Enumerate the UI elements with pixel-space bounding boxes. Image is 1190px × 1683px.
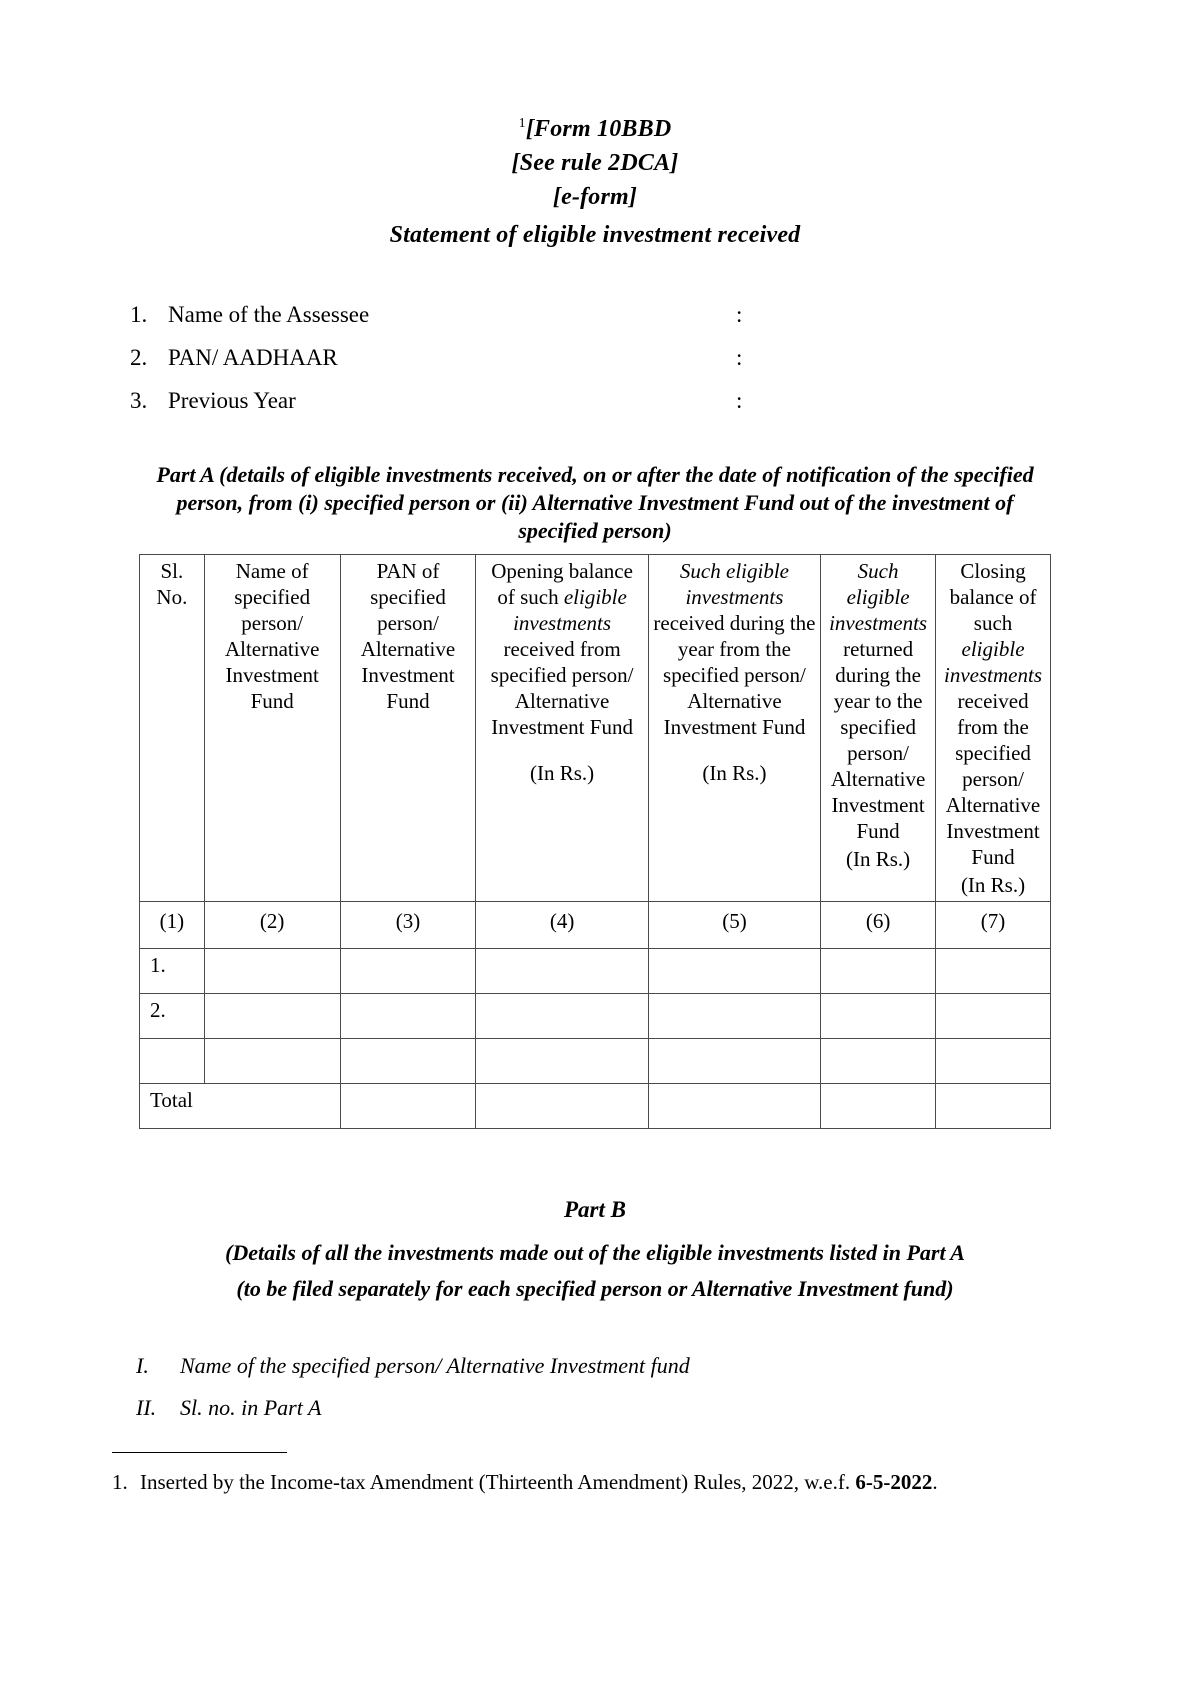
column-number-7: (7) (936, 902, 1051, 949)
part-b-item-number: II. (136, 1395, 157, 1420)
column-header-unit: (In Rs.) (960, 873, 1026, 897)
row-cell-closing-balance[interactable] (936, 1039, 1051, 1084)
field-colon: : (736, 345, 743, 370)
part-a-table (139, 554, 1051, 1129)
part-a-caption-line-2: person, from (i) specified person or (ii) Alternative Investment Fund out of the investment of (176, 490, 1014, 515)
column-header-returned-during-year (821, 555, 936, 902)
row-cell-pan[interactable] (340, 1039, 476, 1084)
column-header-unit: (In Rs.) (702, 761, 767, 785)
row-serial-number (140, 1039, 205, 1084)
row-serial-number: 2. (140, 994, 205, 1039)
row-serial-number: 1. (140, 949, 205, 994)
row-cell-returned[interactable] (821, 994, 936, 1039)
column-number-3: (3) (340, 902, 476, 949)
field-colon: : (736, 388, 743, 413)
column-header-text-italic: Such eligible investments (679, 559, 789, 609)
row-cell-name[interactable] (204, 949, 340, 994)
row-cell-closing-balance[interactable] (936, 949, 1051, 994)
total-label: Total (140, 1084, 341, 1129)
column-header-text-italic: eligible investments (944, 637, 1043, 687)
footnote-marker: 1 (518, 116, 526, 131)
column-header-text-part: returned during the year to the specified person/ Alternative Investment Fund (830, 637, 926, 843)
part-b-caption (145, 1235, 1045, 1307)
table-row (140, 1039, 1051, 1084)
row-cell-returned[interactable] (821, 949, 936, 994)
total-cell-pan[interactable] (340, 1084, 476, 1129)
row-cell-closing-balance[interactable] (936, 994, 1051, 1039)
row-cell-opening-balance[interactable] (476, 949, 648, 994)
column-number-2: (2) (204, 902, 340, 949)
column-number-1: (1) (140, 902, 205, 949)
part-b-caption-line-2: (to be filed separately for each specified person or Alternative Investment fund) (236, 1276, 954, 1301)
field-row-name-of-assessee (130, 298, 750, 331)
column-header-text-part: Opening balance of such (491, 559, 633, 609)
row-cell-pan[interactable] (340, 994, 476, 1039)
form-title: [Form 10BBD (525, 116, 672, 142)
row-cell-received[interactable] (648, 949, 820, 994)
part-a-caption (155, 461, 1035, 545)
column-header-received-during-year (648, 555, 820, 902)
part-b-caption-line-1: (Details of all the investments made out of the eligible investments listed in Part A (225, 1240, 965, 1265)
row-cell-name[interactable] (204, 1039, 340, 1084)
total-cell-closing-balance[interactable] (936, 1084, 1051, 1129)
eform-line: [e-form] (552, 184, 638, 210)
part-b-title: Part B (564, 1197, 626, 1222)
column-header-pan-of-specified-person (340, 555, 476, 902)
field-label: PAN/ AADHAAR (168, 345, 338, 370)
row-cell-received[interactable] (648, 994, 820, 1039)
table-total-row (140, 1084, 1051, 1129)
part-a-caption-line-3: specified person) (518, 518, 672, 543)
part-b-item-number: I. (136, 1353, 149, 1378)
column-header-text: PAN of specified person/ Alternative Investment Fund (360, 559, 456, 713)
row-cell-received[interactable] (648, 1039, 820, 1084)
field-label: Previous Year (168, 388, 296, 413)
column-header-text: Sl. No. (156, 559, 188, 609)
column-header-closing-balance (936, 555, 1051, 902)
field-number: 3. (130, 388, 148, 413)
column-number-4: (4) (476, 902, 648, 949)
column-header-text-part: received from the specified person/ Alternative Investment Fund (945, 689, 1041, 869)
part-b-item-name-of-specified-person (136, 1351, 856, 1381)
part-b-item-label: Name of the specified person/ Alternative Investment fund (180, 1353, 690, 1378)
document-header (0, 112, 1190, 252)
row-cell-opening-balance[interactable] (476, 994, 648, 1039)
table-header-row (140, 555, 1051, 902)
footnote (112, 1468, 1092, 1496)
field-row-previous-year (130, 384, 750, 417)
column-header-text-part: received during the year from the specified person/ Alternative Investment Fund (653, 611, 816, 739)
field-number: 2. (130, 345, 148, 370)
field-row-pan-aadhaar (130, 341, 750, 374)
total-cell-opening-balance[interactable] (476, 1084, 648, 1129)
footnote-text-after: . (932, 1470, 938, 1494)
column-header-text: Name of specified person/ Alternative Investment Fund (224, 559, 320, 713)
part-a-caption-line-1: Part A (details of eligible investments received, on or after the date of notification of the specified (156, 462, 1034, 487)
table-column-number-row (140, 902, 1051, 949)
footnote-date: 6-5-2022 (855, 1470, 933, 1494)
total-cell-received[interactable] (648, 1084, 820, 1129)
table-row (140, 949, 1051, 994)
footnote-text-before: Inserted by the Income-tax Amendment (Thirteenth Amendment) Rules, 2022, w.e.f. (140, 1470, 856, 1494)
row-cell-pan[interactable] (340, 949, 476, 994)
assessee-fields (130, 298, 750, 417)
field-colon: : (736, 302, 743, 327)
column-number-6: (6) (821, 902, 936, 949)
column-header-unit: (In Rs.) (529, 761, 595, 785)
field-label: Name of the Assessee (168, 302, 370, 327)
row-cell-name[interactable] (204, 994, 340, 1039)
row-cell-returned[interactable] (821, 1039, 936, 1084)
column-number-5: (5) (648, 902, 820, 949)
column-header-sl-no (140, 555, 205, 902)
total-cell-returned[interactable] (821, 1084, 936, 1129)
column-header-unit: (In Rs.) (846, 847, 911, 871)
part-b-item-label: Sl. no. in Part A (180, 1395, 322, 1420)
form-title-line (0, 112, 1190, 146)
statement-line: Statement of eligible investment received (389, 222, 801, 248)
part-b-item-sl-no-in-part-a (136, 1393, 856, 1423)
footnote-number: 1. (112, 1470, 128, 1494)
column-header-text-part: received from specified person/ Alternative Investment Fund (490, 637, 634, 739)
rule-reference-line: [See rule 2DCA] (511, 150, 679, 176)
column-header-name-of-specified-person (204, 555, 340, 902)
footnote-separator-rule (112, 1452, 287, 1453)
column-header-text-italic: eligible investments (513, 585, 627, 635)
column-header-text-italic: Such eligible investments (829, 559, 928, 635)
field-number: 1. (130, 302, 148, 327)
footnote-text (140, 1468, 1092, 1496)
row-cell-opening-balance[interactable] (476, 1039, 648, 1084)
table-row (140, 994, 1051, 1039)
part-b-items (136, 1351, 856, 1423)
column-header-text-part: Closing balance of such (949, 559, 1037, 635)
column-header-opening-balance (476, 555, 648, 902)
